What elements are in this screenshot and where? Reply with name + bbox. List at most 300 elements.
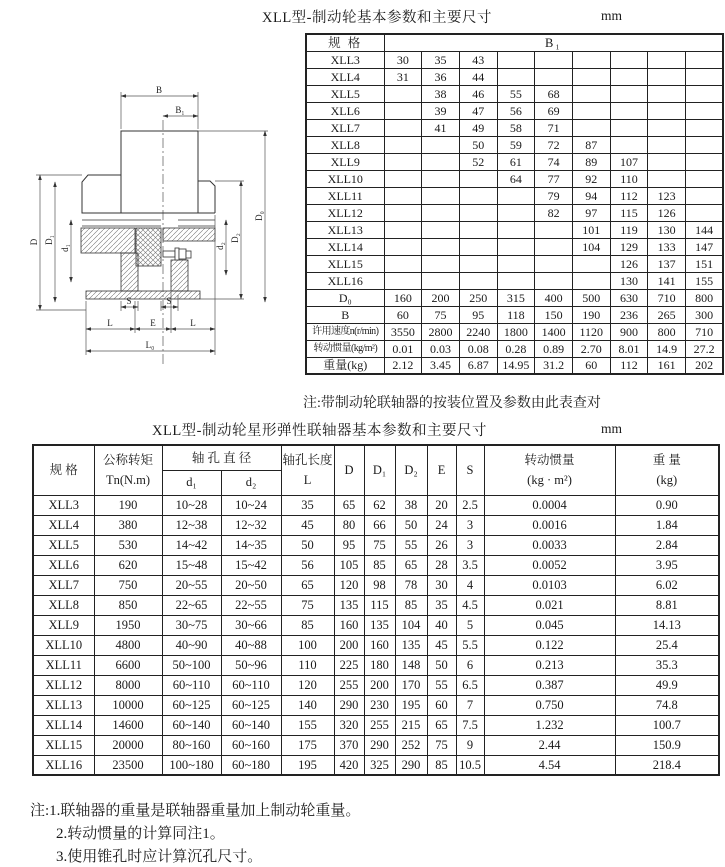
cell: 2800 — [422, 323, 460, 340]
table-row — [33, 715, 719, 735]
dim-label-d2-bore: d₂ — [215, 242, 225, 250]
cell: 3.95 — [615, 555, 719, 575]
dim-label-l0: L₀ — [145, 340, 155, 350]
cell — [686, 119, 724, 136]
t2-weight-header-line2: (kg) — [656, 473, 678, 488]
cell: 112 — [610, 187, 648, 204]
cell: 133 — [648, 238, 686, 255]
cell: 66 — [364, 515, 395, 535]
table-row — [33, 445, 719, 470]
cell: 1.232 — [484, 715, 615, 735]
cell: 252 — [395, 735, 427, 755]
dim-label-d1-cap: D₁ — [44, 235, 54, 245]
cell: 129 — [610, 238, 648, 255]
cell — [535, 68, 573, 85]
table-row — [306, 153, 723, 170]
cell: 315 — [497, 289, 535, 306]
table-row — [306, 68, 723, 85]
cell: 110 — [281, 655, 334, 675]
cell: 43 — [459, 51, 497, 68]
cell: 60 — [427, 695, 456, 715]
cell — [422, 238, 460, 255]
table1-b1-header: B₁ — [384, 34, 723, 51]
cell: 30 — [427, 575, 456, 595]
cell: 44 — [459, 68, 497, 85]
cell: 3 — [456, 535, 484, 555]
table-row — [33, 735, 719, 755]
cell: 8.01 — [610, 340, 648, 357]
row-label: XLL6 — [33, 555, 94, 575]
table-row — [306, 136, 723, 153]
cell: 620 — [94, 555, 162, 575]
t2-d1-header: d₁ — [162, 470, 221, 495]
cell — [648, 136, 686, 153]
cell: 8000 — [94, 675, 162, 695]
cell: 78 — [395, 575, 427, 595]
cell: 61 — [497, 153, 535, 170]
cell: 7.5 — [456, 715, 484, 735]
cell: 126 — [610, 255, 648, 272]
cell: 5.5 — [456, 635, 484, 655]
cell — [686, 68, 724, 85]
cell: 10~24 — [221, 495, 281, 515]
cell: 14.95 — [497, 357, 535, 374]
cell — [686, 204, 724, 221]
cell: 6.5 — [456, 675, 484, 695]
cell: 74.8 — [615, 695, 719, 715]
cell — [648, 153, 686, 170]
cell: 35 — [422, 51, 460, 68]
cell: 55 — [395, 535, 427, 555]
cell: 65 — [281, 575, 334, 595]
cell: 7 — [456, 695, 484, 715]
cell: 0.89 — [535, 340, 573, 357]
cell: 10~28 — [162, 495, 221, 515]
cell: 202 — [686, 357, 724, 374]
cell: 107 — [610, 153, 648, 170]
cell: 236 — [610, 306, 648, 323]
row-label: XLL15 — [33, 735, 94, 755]
cell: 64 — [497, 170, 535, 187]
cell — [459, 170, 497, 187]
t2-inertia-header-line2: (kg · m²) — [527, 473, 572, 488]
table-row — [306, 289, 723, 306]
cell — [686, 51, 724, 68]
cell: 31 — [384, 68, 422, 85]
cell: 50~100 — [162, 655, 221, 675]
cell — [384, 170, 422, 187]
cell: 72 — [535, 136, 573, 153]
cell: 27.2 — [686, 340, 724, 357]
cell: 60~110 — [162, 675, 221, 695]
cell: 50~96 — [221, 655, 281, 675]
cell: 69 — [535, 102, 573, 119]
table-row — [33, 615, 719, 635]
cell: 380 — [94, 515, 162, 535]
cell: 141 — [648, 272, 686, 289]
cell: 150.9 — [615, 735, 719, 755]
t2-D1-header: D₁ — [364, 445, 395, 495]
cell: 75 — [427, 735, 456, 755]
cell: 98 — [364, 575, 395, 595]
cell: 22~65 — [162, 595, 221, 615]
cell: 161 — [648, 357, 686, 374]
cell: 89 — [572, 153, 610, 170]
t2-inertia-header — [484, 445, 615, 495]
t2-torque-header-line1: 公称转矩 — [102, 453, 153, 468]
cell: 290 — [334, 695, 364, 715]
cell: 135 — [395, 635, 427, 655]
cell: 119 — [610, 221, 648, 238]
cell: 104 — [395, 615, 427, 635]
table-row — [306, 323, 723, 340]
t2-weight-header-line1: 重 量 — [652, 453, 681, 468]
cell: 160 — [334, 615, 364, 635]
cell: 77 — [535, 170, 573, 187]
table-row — [306, 187, 723, 204]
cell: 2.12 — [384, 357, 422, 374]
cell: 20 — [427, 495, 456, 515]
cell: 180 — [364, 655, 395, 675]
cell: 105 — [334, 555, 364, 575]
cell: 195 — [395, 695, 427, 715]
cell: 45 — [427, 635, 456, 655]
table-row — [306, 51, 723, 68]
cell: 123 — [648, 187, 686, 204]
cell: 26 — [427, 535, 456, 555]
t2-torque-header — [94, 445, 162, 495]
cell: 75 — [364, 535, 395, 555]
cell: 30~66 — [221, 615, 281, 635]
cell — [459, 204, 497, 221]
t2-d2-header: d₂ — [221, 470, 281, 495]
cell: 320 — [334, 715, 364, 735]
cell: 6.87 — [459, 357, 497, 374]
cell — [422, 153, 460, 170]
cell: 170 — [395, 675, 427, 695]
cell: 49 — [459, 119, 497, 136]
row-label: XLL13 — [306, 221, 384, 238]
cell: 22~55 — [221, 595, 281, 615]
cell — [422, 272, 460, 289]
cell — [648, 85, 686, 102]
table-row — [306, 221, 723, 238]
dim-label-s-left: S — [126, 296, 132, 306]
cell: 175 — [281, 735, 334, 755]
cell — [535, 221, 573, 238]
bolt — [163, 248, 191, 260]
cell: 82 — [535, 204, 573, 221]
cell: 10000 — [94, 695, 162, 715]
cell — [610, 136, 648, 153]
cell: 75 — [422, 306, 460, 323]
table-row — [33, 575, 719, 595]
cell — [384, 255, 422, 272]
coupling-parameters-table — [32, 444, 720, 776]
t2-S-header: S — [456, 445, 484, 495]
row-label: XLL7 — [306, 119, 384, 136]
dim-label-l-left: L — [107, 318, 113, 328]
cell: 630 — [610, 289, 648, 306]
table-row — [33, 695, 719, 715]
cell: 160 — [384, 289, 422, 306]
cell: 12~38 — [162, 515, 221, 535]
row-label: XLL3 — [306, 51, 384, 68]
table-row — [306, 238, 723, 255]
cell: 41 — [422, 119, 460, 136]
footnote-1: 注:1.联轴器的重量是联轴器重量加上制动轮重量。 — [30, 803, 361, 819]
table1-note: 注:带制动轮联轴器的按装位置及参数由此表查对 — [303, 396, 601, 411]
cell: 218.4 — [615, 755, 719, 775]
cell: 71 — [535, 119, 573, 136]
cell: 85 — [395, 595, 427, 615]
cell: 300 — [686, 306, 724, 323]
cell: 0.28 — [497, 340, 535, 357]
cell: 1400 — [535, 323, 573, 340]
table1-body — [306, 51, 723, 289]
cell: 101 — [572, 221, 610, 238]
dim-label-l-right: L — [190, 318, 196, 328]
cell — [497, 204, 535, 221]
cell — [648, 51, 686, 68]
cell: 45 — [281, 515, 334, 535]
table-row — [33, 675, 719, 695]
cell: 60~140 — [221, 715, 281, 735]
cell: 56 — [281, 555, 334, 575]
cell — [422, 187, 460, 204]
cell — [497, 187, 535, 204]
row-label: XLL4 — [306, 68, 384, 85]
cell: 130 — [610, 272, 648, 289]
cell — [497, 272, 535, 289]
cell: 200 — [364, 675, 395, 695]
cell: 50 — [459, 136, 497, 153]
cell: 60~125 — [162, 695, 221, 715]
cell: 230 — [364, 695, 395, 715]
cell — [459, 187, 497, 204]
cell: 20~55 — [162, 575, 221, 595]
cell: 97 — [572, 204, 610, 221]
cell: 65 — [334, 495, 364, 515]
cell: 65 — [395, 555, 427, 575]
cell: 59 — [497, 136, 535, 153]
table2-unit-label: mm — [601, 421, 623, 436]
cell: 115 — [610, 204, 648, 221]
cell: 60~180 — [221, 755, 281, 775]
cell: 30~75 — [162, 615, 221, 635]
cell — [422, 170, 460, 187]
row-label: XLL8 — [306, 136, 384, 153]
cell — [648, 170, 686, 187]
cell — [384, 272, 422, 289]
row-label: XLL11 — [306, 187, 384, 204]
t2-bore-length-header — [281, 445, 334, 495]
row-label: XLL16 — [33, 755, 94, 775]
row-label: XLL10 — [33, 635, 94, 655]
table-row — [33, 555, 719, 575]
cell — [686, 136, 724, 153]
cell: 225 — [334, 655, 364, 675]
cell: 135 — [364, 615, 395, 635]
cell: 50 — [395, 515, 427, 535]
cell: 155 — [281, 715, 334, 735]
table1-title: XLL型-制动轮基本参数和主要尺寸 — [262, 10, 493, 26]
cell: 65 — [427, 715, 456, 735]
row-label: XLL16 — [306, 272, 384, 289]
cell: 104 — [572, 238, 610, 255]
row-label: XLL14 — [306, 238, 384, 255]
cell: 215 — [395, 715, 427, 735]
table2-title: XLL型-制动轮星形弹性联轴器基本参数和主要尺寸 — [152, 423, 488, 439]
cell: 50 — [281, 535, 334, 555]
cell — [497, 51, 535, 68]
cell: 85 — [281, 615, 334, 635]
cell: 800 — [686, 289, 724, 306]
cell — [535, 51, 573, 68]
cell: 62 — [364, 495, 395, 515]
cell: 0.0004 — [484, 495, 615, 515]
cell — [686, 187, 724, 204]
cell: 0.0033 — [484, 535, 615, 555]
row-label: XLL9 — [33, 615, 94, 635]
cell — [422, 221, 460, 238]
cell: 0.08 — [459, 340, 497, 357]
cell: 137 — [648, 255, 686, 272]
cell: 9 — [456, 735, 484, 755]
table-row — [306, 357, 723, 374]
cell: 10.5 — [456, 755, 484, 775]
cell: 195 — [281, 755, 334, 775]
row-label: XLL11 — [33, 655, 94, 675]
row-label: XLL5 — [306, 85, 384, 102]
cell — [572, 85, 610, 102]
cell: 255 — [334, 675, 364, 695]
cell: 110 — [610, 170, 648, 187]
cell: 1.84 — [615, 515, 719, 535]
cell: 500 — [572, 289, 610, 306]
cell: 2240 — [459, 323, 497, 340]
cell: 190 — [94, 495, 162, 515]
row-label: XLL15 — [306, 255, 384, 272]
cell: 200 — [422, 289, 460, 306]
table-row — [306, 85, 723, 102]
t2-bore-length-header-line2: L — [303, 473, 312, 488]
cell: 126 — [648, 204, 686, 221]
cell — [497, 238, 535, 255]
cell: 147 — [686, 238, 724, 255]
cell: 420 — [334, 755, 364, 775]
t2-D2-header: D₂ — [395, 445, 427, 495]
row-label: XLL5 — [33, 535, 94, 555]
table-row — [306, 170, 723, 187]
cell: 6 — [456, 655, 484, 675]
cell: 14600 — [94, 715, 162, 735]
cell: 14.13 — [615, 615, 719, 635]
cell: 2.70 — [572, 340, 610, 357]
cell: 120 — [334, 575, 364, 595]
cell — [610, 119, 648, 136]
cell: 200 — [334, 635, 364, 655]
cell — [535, 255, 573, 272]
cell: 40~88 — [221, 635, 281, 655]
cell — [572, 68, 610, 85]
cell: 2.44 — [484, 735, 615, 755]
cell: 0.213 — [484, 655, 615, 675]
dim-label-b: B — [155, 85, 163, 95]
cell — [648, 119, 686, 136]
cell: 190 — [572, 306, 610, 323]
cell: 12~32 — [221, 515, 281, 535]
cell: 4.54 — [484, 755, 615, 775]
t2-D-header: D — [334, 445, 364, 495]
cell: 4.5 — [456, 595, 484, 615]
cell: 95 — [459, 306, 497, 323]
cell: 100 — [281, 635, 334, 655]
cell — [459, 272, 497, 289]
dim-label-d0: D₀ — [254, 211, 264, 221]
table-row — [33, 755, 719, 775]
cell: 8.81 — [615, 595, 719, 615]
cell: 144 — [686, 221, 724, 238]
cell: 94 — [572, 187, 610, 204]
cell: 60~140 — [162, 715, 221, 735]
cell: 135 — [334, 595, 364, 615]
cell: 60 — [572, 357, 610, 374]
cell: 31.2 — [535, 357, 573, 374]
cell: 50 — [427, 655, 456, 675]
cell — [610, 51, 648, 68]
cell: 290 — [395, 755, 427, 775]
cell — [572, 51, 610, 68]
cell: 60 — [384, 306, 422, 323]
table-row — [33, 595, 719, 615]
table-row — [306, 340, 723, 357]
table-row — [33, 635, 719, 655]
row-label: 重量(kg) — [306, 357, 384, 374]
row-label: XLL4 — [33, 515, 94, 535]
dim-label-b1: B₁ — [175, 105, 185, 115]
cell: 1120 — [572, 323, 610, 340]
table1-spec-header: 规 格 — [306, 34, 384, 51]
coupling-outline — [82, 131, 215, 226]
cell — [384, 119, 422, 136]
cell: 1800 — [497, 323, 535, 340]
cell: 120 — [281, 675, 334, 695]
cell: 46 — [459, 85, 497, 102]
cell: 74 — [535, 153, 573, 170]
cell: 95 — [334, 535, 364, 555]
cell — [459, 221, 497, 238]
cell — [610, 85, 648, 102]
row-label: XLL7 — [33, 575, 94, 595]
cell: 112 — [610, 357, 648, 374]
cell — [384, 187, 422, 204]
cell: 250 — [459, 289, 497, 306]
cell — [422, 204, 460, 221]
cell: 20000 — [94, 735, 162, 755]
cell: 0.03 — [422, 340, 460, 357]
cell: 6600 — [94, 655, 162, 675]
table1-footer — [306, 289, 723, 374]
cell: 75 — [281, 595, 334, 615]
cell — [459, 255, 497, 272]
cell — [384, 136, 422, 153]
cell: 800 — [648, 323, 686, 340]
cell: 35 — [427, 595, 456, 615]
cell: 14~42 — [162, 535, 221, 555]
table-row — [306, 204, 723, 221]
cell: 0.021 — [484, 595, 615, 615]
